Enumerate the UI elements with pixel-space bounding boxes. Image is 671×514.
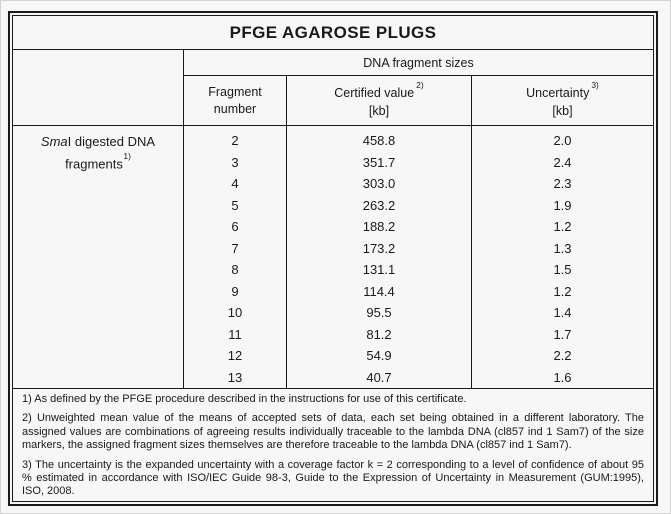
footnote-3: 3) The uncertainty is the expanded uncertainty with a coverage factor k = 2 corresponding to a level of confidence of about 95 % estimated in accordance with ISO/IEC Guide 98-3, Guide to the Expression of Uncertainty in Measurement (GUM:1995), ISO, 2008. bbox=[22, 458, 644, 498]
page-title: PFGE AGAROSE PLUGS bbox=[13, 16, 653, 50]
uncertainty-cell: 1.3 bbox=[553, 240, 572, 256]
fragment-number-cell: 9 bbox=[231, 283, 239, 299]
fragment-number-cell: 12 bbox=[227, 348, 243, 363]
column-headers-row bbox=[184, 76, 653, 125]
certified-value-cell: 303.0 bbox=[362, 176, 396, 191]
uncertainty-cell: 2.2 bbox=[553, 348, 572, 363]
col-header-text: Uncertainty bbox=[526, 86, 590, 101]
row-label-text: I digested DNA bbox=[67, 134, 156, 149]
col-header-unit: [kb] bbox=[368, 103, 390, 118]
col-header-line bbox=[526, 81, 599, 102]
uncertainty-cell: 1.2 bbox=[553, 219, 572, 234]
fragment-number-cell: 10 bbox=[227, 305, 243, 320]
uncertainty-cell: 2.4 bbox=[553, 154, 572, 170]
col-header-line bbox=[334, 81, 423, 102]
row-label-line-2 bbox=[13, 151, 183, 173]
row-label-line-1 bbox=[13, 133, 183, 151]
fragment-number-cell: 13 bbox=[227, 369, 243, 385]
certified-value-cell: 81.2 bbox=[366, 326, 392, 342]
fragment-number-cell: 11 bbox=[228, 326, 242, 342]
certified-value-cell: 188.2 bbox=[362, 219, 396, 234]
uncertainty-cell: 1.5 bbox=[553, 262, 572, 277]
footnotes-section bbox=[13, 389, 653, 505]
uncertainty-cell: 2.3 bbox=[553, 176, 572, 191]
certified-value-cell: 40.7 bbox=[366, 369, 392, 385]
fragment-number-cell: 2 bbox=[231, 133, 239, 148]
uncertainty-cell: 2.0 bbox=[553, 133, 572, 148]
fragment-number-cell: 8 bbox=[231, 262, 239, 277]
uncertainty-cell: 1.6 bbox=[553, 369, 572, 385]
col-header-uncertainty bbox=[472, 76, 653, 125]
certified-value-cell: 114.4 bbox=[363, 283, 395, 299]
certified-value-cell: 351.7 bbox=[362, 154, 396, 170]
uncertainty-cell: 1.7 bbox=[553, 326, 572, 342]
uncertainty-cell: 1.4 bbox=[553, 305, 572, 320]
certified-value-cell: 458.8 bbox=[362, 133, 396, 148]
fragment-number-cell: 5 bbox=[231, 197, 239, 213]
fragment-number-cell: 7 bbox=[231, 240, 239, 256]
col-header-line: Fragment bbox=[208, 84, 262, 99]
certificate-table bbox=[12, 15, 654, 502]
certified-value-cell: 263.2 bbox=[362, 197, 396, 213]
certified-value-cell: 131.1 bbox=[362, 262, 396, 277]
certified-value-column bbox=[287, 126, 472, 388]
uncertainty-cell: 1.9 bbox=[553, 197, 572, 213]
enzyme-name: Sma bbox=[40, 134, 68, 149]
col-header-line: number bbox=[213, 101, 257, 116]
certified-value-cell: 95.5 bbox=[366, 305, 392, 320]
footnote-ref-3: 3) bbox=[591, 79, 599, 90]
table-data-section bbox=[13, 126, 653, 389]
row-group-label bbox=[13, 133, 183, 173]
fragment-number-column bbox=[184, 126, 287, 388]
uncertainty-column bbox=[472, 126, 653, 388]
certified-value-cell: 54.9 bbox=[366, 348, 392, 363]
col-header-unit: [kb] bbox=[552, 103, 573, 118]
fragment-number-cell: 6 bbox=[231, 219, 239, 234]
fragment-number-cell: 3 bbox=[231, 154, 239, 170]
fragment-number-cell: 4 bbox=[231, 176, 239, 191]
header-right-block bbox=[184, 50, 653, 125]
uncertainty-cell: 1.2 bbox=[553, 283, 572, 299]
col-header-fragment-number bbox=[184, 76, 287, 125]
footnote-1: 1) As defined by the PFGE procedure described in the instructions for use of this certificate. bbox=[22, 393, 467, 405]
certificate-table-frame bbox=[8, 11, 658, 506]
col-header-text: Certified value bbox=[334, 86, 415, 101]
footnote-2: 2) Unweighted mean value of the means of accepted sets of data, each set being obtained in a different laboratory. The assigned values are combinations of agreeing results individually traceable to the lambda DNA (cl857 ind 1 Sam7) of the size markers, the assigned fragment sizes themselves are therefore traceable to the lambda DNA (cl857 ind 1 Sam7). bbox=[22, 412, 644, 452]
empty-corner-cell bbox=[13, 50, 184, 125]
row-group-label-cell bbox=[13, 126, 184, 388]
footnote-ref-1: 1) bbox=[123, 151, 131, 161]
certified-value-cell: 173.2 bbox=[362, 240, 396, 256]
footnote-ref-2: 2) bbox=[416, 79, 424, 90]
row-label-text: fragments bbox=[65, 156, 123, 172]
col-header-certified-value bbox=[287, 76, 472, 125]
table-header-section bbox=[13, 50, 653, 126]
group-header-dna-fragment-sizes: DNA fragment sizes bbox=[184, 50, 653, 76]
